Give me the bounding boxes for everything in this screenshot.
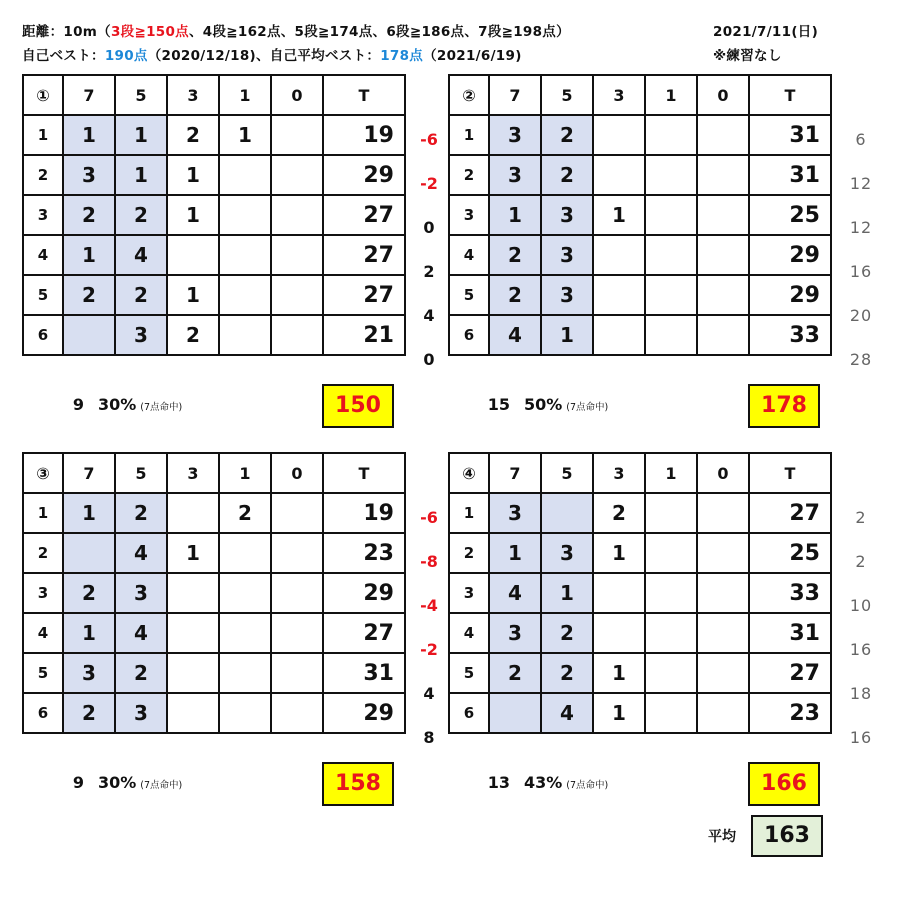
table-header-row: [449, 75, 831, 115]
table-row: [449, 533, 831, 573]
table-row: [449, 115, 831, 155]
hit-count-cell: 2: [541, 653, 593, 693]
hit-count-cell: 2: [541, 155, 593, 195]
row-total: 29: [323, 155, 405, 195]
hit-count-cell: [593, 613, 645, 653]
hit-count-cell: 3: [489, 115, 541, 155]
hit-count-cell: [697, 693, 749, 733]
row-total: 21: [323, 315, 405, 355]
row-difference: -2: [420, 640, 438, 659]
hit-count-cell: [219, 315, 271, 355]
hit-count-cell: [63, 533, 115, 573]
hit-percentage: 30%: [98, 395, 137, 414]
hit-count-cell: 4: [115, 533, 167, 573]
round-total: 178: [748, 384, 820, 428]
row-total: 29: [323, 693, 405, 733]
column-header: 0: [271, 75, 323, 115]
hit-count-cell: 2: [63, 195, 115, 235]
hit-count-cell: [697, 315, 749, 355]
hit-count-cell: 2: [63, 693, 115, 733]
personal-best-date-avg-label: （2020/12/18)、自己平均ベスト：: [147, 48, 381, 64]
hit-count-cell: [219, 195, 271, 235]
column-header: 5: [541, 75, 593, 115]
hit-count-cell: 1: [167, 195, 219, 235]
row-number: 1: [449, 115, 489, 155]
hit-count-cell: [697, 533, 749, 573]
hit-count-cell: [541, 493, 593, 533]
hit-count-cell: [167, 613, 219, 653]
row-cumulative: 16: [849, 728, 873, 747]
row-cumulative: 16: [849, 262, 873, 281]
hit-count-cell: [271, 275, 323, 315]
table-header-row: [449, 453, 831, 493]
row-total: 27: [323, 613, 405, 653]
row-difference: 4: [423, 306, 435, 325]
row-total: 27: [323, 235, 405, 275]
row-difference: 2: [423, 262, 435, 281]
table-header-row: [23, 75, 405, 115]
row-difference: -8: [420, 552, 438, 571]
column-header: 5: [541, 453, 593, 493]
hit-count-cell: 1: [63, 493, 115, 533]
hit-count-cell: 4: [115, 235, 167, 275]
practice-note: ※練習なし: [713, 48, 782, 64]
hit-count-cell: [645, 155, 697, 195]
hit-count-cell: [593, 573, 645, 613]
hit-count-cell: [271, 235, 323, 275]
hit-count-cell: 2: [541, 613, 593, 653]
hit-count-cell: 3: [489, 493, 541, 533]
hit-count-cell: 4: [541, 693, 593, 733]
row-difference: -6: [420, 508, 438, 527]
hit-percentage-note: (7点命中): [566, 402, 609, 413]
hit-count-cell: [219, 613, 271, 653]
round-total: 166: [748, 762, 820, 806]
round-total: 150: [322, 384, 394, 428]
hit-count-cell: [271, 613, 323, 653]
round-summary: [480, 395, 608, 414]
round-total: 158: [322, 762, 394, 806]
table-row: [23, 275, 405, 315]
column-header: 3: [167, 75, 219, 115]
column-header: 0: [697, 75, 749, 115]
hit-count-cell: [645, 235, 697, 275]
column-header: 7: [489, 453, 541, 493]
hit-count-cell: 1: [167, 533, 219, 573]
hit-count-cell: 3: [541, 275, 593, 315]
column-header: 3: [167, 453, 219, 493]
average-best-date: （2021/6/19): [423, 48, 522, 64]
hit-count-cell: [219, 275, 271, 315]
hit-count-cell: [167, 653, 219, 693]
hit-count-cell: 1: [541, 573, 593, 613]
score-table-round-1: [22, 74, 406, 356]
table-row: [449, 573, 831, 613]
row-number: 6: [23, 693, 63, 733]
hit-count-cell: [219, 235, 271, 275]
average-best-value: 178点: [380, 48, 424, 64]
seven-point-hits: 13: [487, 773, 510, 792]
hit-count-cell: [593, 235, 645, 275]
row-number: 3: [449, 573, 489, 613]
column-header: T: [323, 453, 405, 493]
round-label: ③: [23, 453, 63, 493]
hit-count-cell: 4: [489, 315, 541, 355]
hit-count-cell: [645, 613, 697, 653]
row-number: 3: [449, 195, 489, 235]
score-table-round-2: [448, 74, 832, 356]
hit-count-cell: [219, 533, 271, 573]
table-row: [23, 653, 405, 693]
hit-count-cell: [645, 653, 697, 693]
table-row: [23, 235, 405, 275]
row-number: 2: [449, 533, 489, 573]
round-summary: [480, 773, 608, 792]
average-label: 平均: [708, 829, 736, 845]
table-row: [23, 493, 405, 533]
hit-count-cell: [167, 693, 219, 733]
row-total: 33: [749, 315, 831, 355]
hit-count-cell: [593, 155, 645, 195]
header-line-2: [22, 44, 522, 64]
hit-count-cell: [697, 115, 749, 155]
table-header-row: [23, 453, 405, 493]
hit-count-cell: [219, 693, 271, 733]
column-header: 1: [645, 453, 697, 493]
hit-count-cell: [645, 315, 697, 355]
row-cumulative: 28: [849, 350, 873, 369]
date: 2021/7/11(日): [713, 24, 819, 40]
column-header: T: [323, 75, 405, 115]
table-row: [449, 315, 831, 355]
table-row: [449, 195, 831, 235]
table-row: [23, 195, 405, 235]
seven-point-hits: 15: [487, 395, 510, 414]
hit-percentage-note: (7点命中): [566, 780, 609, 791]
hit-count-cell: 2: [115, 275, 167, 315]
column-header: 3: [593, 453, 645, 493]
hit-percentage-note: (7点命中): [140, 780, 183, 791]
column-header: 1: [219, 75, 271, 115]
hit-count-cell: [167, 573, 219, 613]
hit-count-cell: 2: [63, 573, 115, 613]
hit-count-cell: [271, 653, 323, 693]
hit-count-cell: 4: [115, 613, 167, 653]
hit-percentage: 30%: [98, 773, 137, 792]
row-cumulative: 12: [849, 174, 873, 193]
hit-count-cell: 3: [115, 315, 167, 355]
row-number: 6: [23, 315, 63, 355]
hit-count-cell: [697, 573, 749, 613]
hit-count-cell: [645, 533, 697, 573]
row-total: 31: [749, 613, 831, 653]
row-total: 25: [749, 195, 831, 235]
score-table-round-4: [448, 452, 832, 734]
column-header: 7: [63, 453, 115, 493]
hit-count-cell: 2: [115, 195, 167, 235]
hit-count-cell: [645, 693, 697, 733]
row-number: 4: [23, 235, 63, 275]
hit-count-cell: [593, 275, 645, 315]
row-total: 27: [323, 195, 405, 235]
hit-count-cell: 2: [489, 653, 541, 693]
hit-count-cell: [271, 693, 323, 733]
row-number: 5: [23, 653, 63, 693]
hit-count-cell: 2: [489, 275, 541, 315]
row-number: 2: [23, 533, 63, 573]
score-table-round-3: [22, 452, 406, 734]
hit-count-cell: 1: [541, 315, 593, 355]
hit-count-cell: 1: [489, 195, 541, 235]
hit-count-cell: 3: [115, 573, 167, 613]
hit-count-cell: 1: [115, 155, 167, 195]
table-row: [23, 115, 405, 155]
hit-count-cell: 1: [219, 115, 271, 155]
column-header: 0: [697, 453, 749, 493]
hit-count-cell: [219, 155, 271, 195]
row-total: 27: [323, 275, 405, 315]
table-row: [449, 613, 831, 653]
table-row: [23, 533, 405, 573]
row-cumulative: 12: [849, 218, 873, 237]
hit-count-cell: 3: [489, 155, 541, 195]
hit-count-cell: [219, 653, 271, 693]
hit-count-cell: 1: [167, 155, 219, 195]
hit-count-cell: 1: [63, 115, 115, 155]
hit-percentage: 43%: [524, 773, 563, 792]
distance-label: 距離：10m（: [22, 24, 111, 40]
column-header: 5: [115, 453, 167, 493]
hit-count-cell: 2: [115, 653, 167, 693]
hit-count-cell: 2: [489, 235, 541, 275]
row-number: 5: [23, 275, 63, 315]
round-summary: [54, 395, 182, 414]
hit-count-cell: 2: [593, 493, 645, 533]
round-label: ④: [449, 453, 489, 493]
table-row: [449, 155, 831, 195]
round-label: ②: [449, 75, 489, 115]
hit-count-cell: [167, 493, 219, 533]
hit-count-cell: [645, 195, 697, 235]
column-header: 5: [115, 75, 167, 115]
row-number: 6: [449, 693, 489, 733]
hit-count-cell: [645, 275, 697, 315]
hit-count-cell: [697, 493, 749, 533]
hit-count-cell: 4: [489, 573, 541, 613]
hit-percentage-note: (7点命中): [140, 402, 183, 413]
hit-count-cell: 1: [593, 693, 645, 733]
seven-point-hits: 9: [72, 773, 84, 792]
column-header: 3: [593, 75, 645, 115]
hit-count-cell: [219, 573, 271, 613]
table-row: [449, 653, 831, 693]
average-score: 163: [751, 815, 823, 857]
hit-count-cell: [271, 533, 323, 573]
row-number: 4: [23, 613, 63, 653]
hit-count-cell: [697, 275, 749, 315]
row-total: 23: [323, 533, 405, 573]
row-number: 1: [23, 115, 63, 155]
column-header: 7: [63, 75, 115, 115]
column-header: T: [749, 453, 831, 493]
round-label: ①: [23, 75, 63, 115]
hit-count-cell: [489, 693, 541, 733]
row-difference: 0: [423, 218, 435, 237]
row-cumulative: 16: [849, 640, 873, 659]
hit-count-cell: [271, 195, 323, 235]
hit-count-cell: [271, 115, 323, 155]
hit-count-cell: 1: [593, 533, 645, 573]
row-number: 3: [23, 195, 63, 235]
row-number: 1: [449, 493, 489, 533]
hit-count-cell: [271, 573, 323, 613]
hit-count-cell: [697, 653, 749, 693]
hit-count-cell: 1: [115, 115, 167, 155]
row-difference: 0: [423, 350, 435, 369]
round-summary: [54, 773, 182, 792]
hit-count-cell: 1: [489, 533, 541, 573]
hit-count-cell: [63, 315, 115, 355]
hit-count-cell: 1: [167, 275, 219, 315]
hit-count-cell: 2: [219, 493, 271, 533]
row-total: 23: [749, 693, 831, 733]
hit-count-cell: 3: [115, 693, 167, 733]
hit-count-cell: [697, 155, 749, 195]
row-cumulative: 2: [855, 552, 867, 571]
hit-count-cell: [271, 493, 323, 533]
row-difference: 8: [423, 728, 435, 747]
row-difference: -4: [420, 596, 438, 615]
row-total: 29: [323, 573, 405, 613]
hit-count-cell: 2: [63, 275, 115, 315]
header-line-1: [22, 20, 570, 40]
row-number: 3: [23, 573, 63, 613]
row-difference: 4: [423, 684, 435, 703]
table-row: [23, 613, 405, 653]
row-number: 4: [449, 235, 489, 275]
seven-point-hits: 9: [72, 395, 84, 414]
hit-count-cell: [167, 235, 219, 275]
hit-count-cell: 1: [63, 235, 115, 275]
hit-count-cell: [697, 613, 749, 653]
row-total: 19: [323, 493, 405, 533]
hit-count-cell: 1: [593, 195, 645, 235]
hit-count-cell: 2: [541, 115, 593, 155]
row-number: 6: [449, 315, 489, 355]
row-cumulative: 20: [849, 306, 873, 325]
row-total: 29: [749, 235, 831, 275]
row-number: 1: [23, 493, 63, 533]
hit-count-cell: 3: [63, 653, 115, 693]
hit-count-cell: 2: [167, 115, 219, 155]
row-total: 25: [749, 533, 831, 573]
row-total: 27: [749, 493, 831, 533]
hit-count-cell: 3: [489, 613, 541, 653]
table-row: [449, 275, 831, 315]
hit-percentage: 50%: [524, 395, 563, 414]
row-total: 31: [323, 653, 405, 693]
row-cumulative: 10: [849, 596, 873, 615]
row-cumulative: 6: [855, 130, 867, 149]
row-total: 27: [749, 653, 831, 693]
hit-count-cell: 2: [167, 315, 219, 355]
table-row: [449, 493, 831, 533]
row-difference: -6: [420, 130, 438, 149]
hit-count-cell: [697, 195, 749, 235]
hit-count-cell: 3: [541, 235, 593, 275]
hit-count-cell: 2: [115, 493, 167, 533]
hit-count-cell: [697, 235, 749, 275]
row-total: 31: [749, 155, 831, 195]
hit-count-cell: 3: [63, 155, 115, 195]
hit-count-cell: [593, 315, 645, 355]
personal-best-value: 190点: [104, 48, 148, 64]
row-total: 33: [749, 573, 831, 613]
row-number: 5: [449, 653, 489, 693]
hit-count-cell: [645, 573, 697, 613]
row-number: 5: [449, 275, 489, 315]
hit-count-cell: [645, 493, 697, 533]
hit-count-cell: [593, 115, 645, 155]
row-number: 2: [23, 155, 63, 195]
column-header: 1: [219, 453, 271, 493]
hit-count-cell: [645, 115, 697, 155]
rank3-threshold: 3段≧150点: [110, 24, 189, 40]
row-difference: -2: [420, 174, 438, 193]
column-header: T: [749, 75, 831, 115]
row-number: 2: [449, 155, 489, 195]
table-row: [23, 573, 405, 613]
row-total: 31: [749, 115, 831, 155]
column-header: 0: [271, 453, 323, 493]
hit-count-cell: 3: [541, 533, 593, 573]
row-cumulative: 18: [849, 684, 873, 703]
row-cumulative: 2: [855, 508, 867, 527]
table-row: [23, 315, 405, 355]
column-header: 1: [645, 75, 697, 115]
hit-count-cell: 1: [593, 653, 645, 693]
hit-count-cell: 3: [541, 195, 593, 235]
table-row: [449, 235, 831, 275]
table-row: [23, 693, 405, 733]
hit-count-cell: [271, 155, 323, 195]
table-row: [23, 155, 405, 195]
row-number: 4: [449, 613, 489, 653]
table-row: [449, 693, 831, 733]
hit-count-cell: 1: [63, 613, 115, 653]
rank-thresholds: 、4段≧162点、5段≧174点、6段≧186点、7段≧198点）: [188, 24, 570, 40]
personal-best-label: 自己ベスト：: [22, 48, 105, 64]
row-total: 19: [323, 115, 405, 155]
hit-count-cell: [271, 315, 323, 355]
row-total: 29: [749, 275, 831, 315]
column-header: 7: [489, 75, 541, 115]
